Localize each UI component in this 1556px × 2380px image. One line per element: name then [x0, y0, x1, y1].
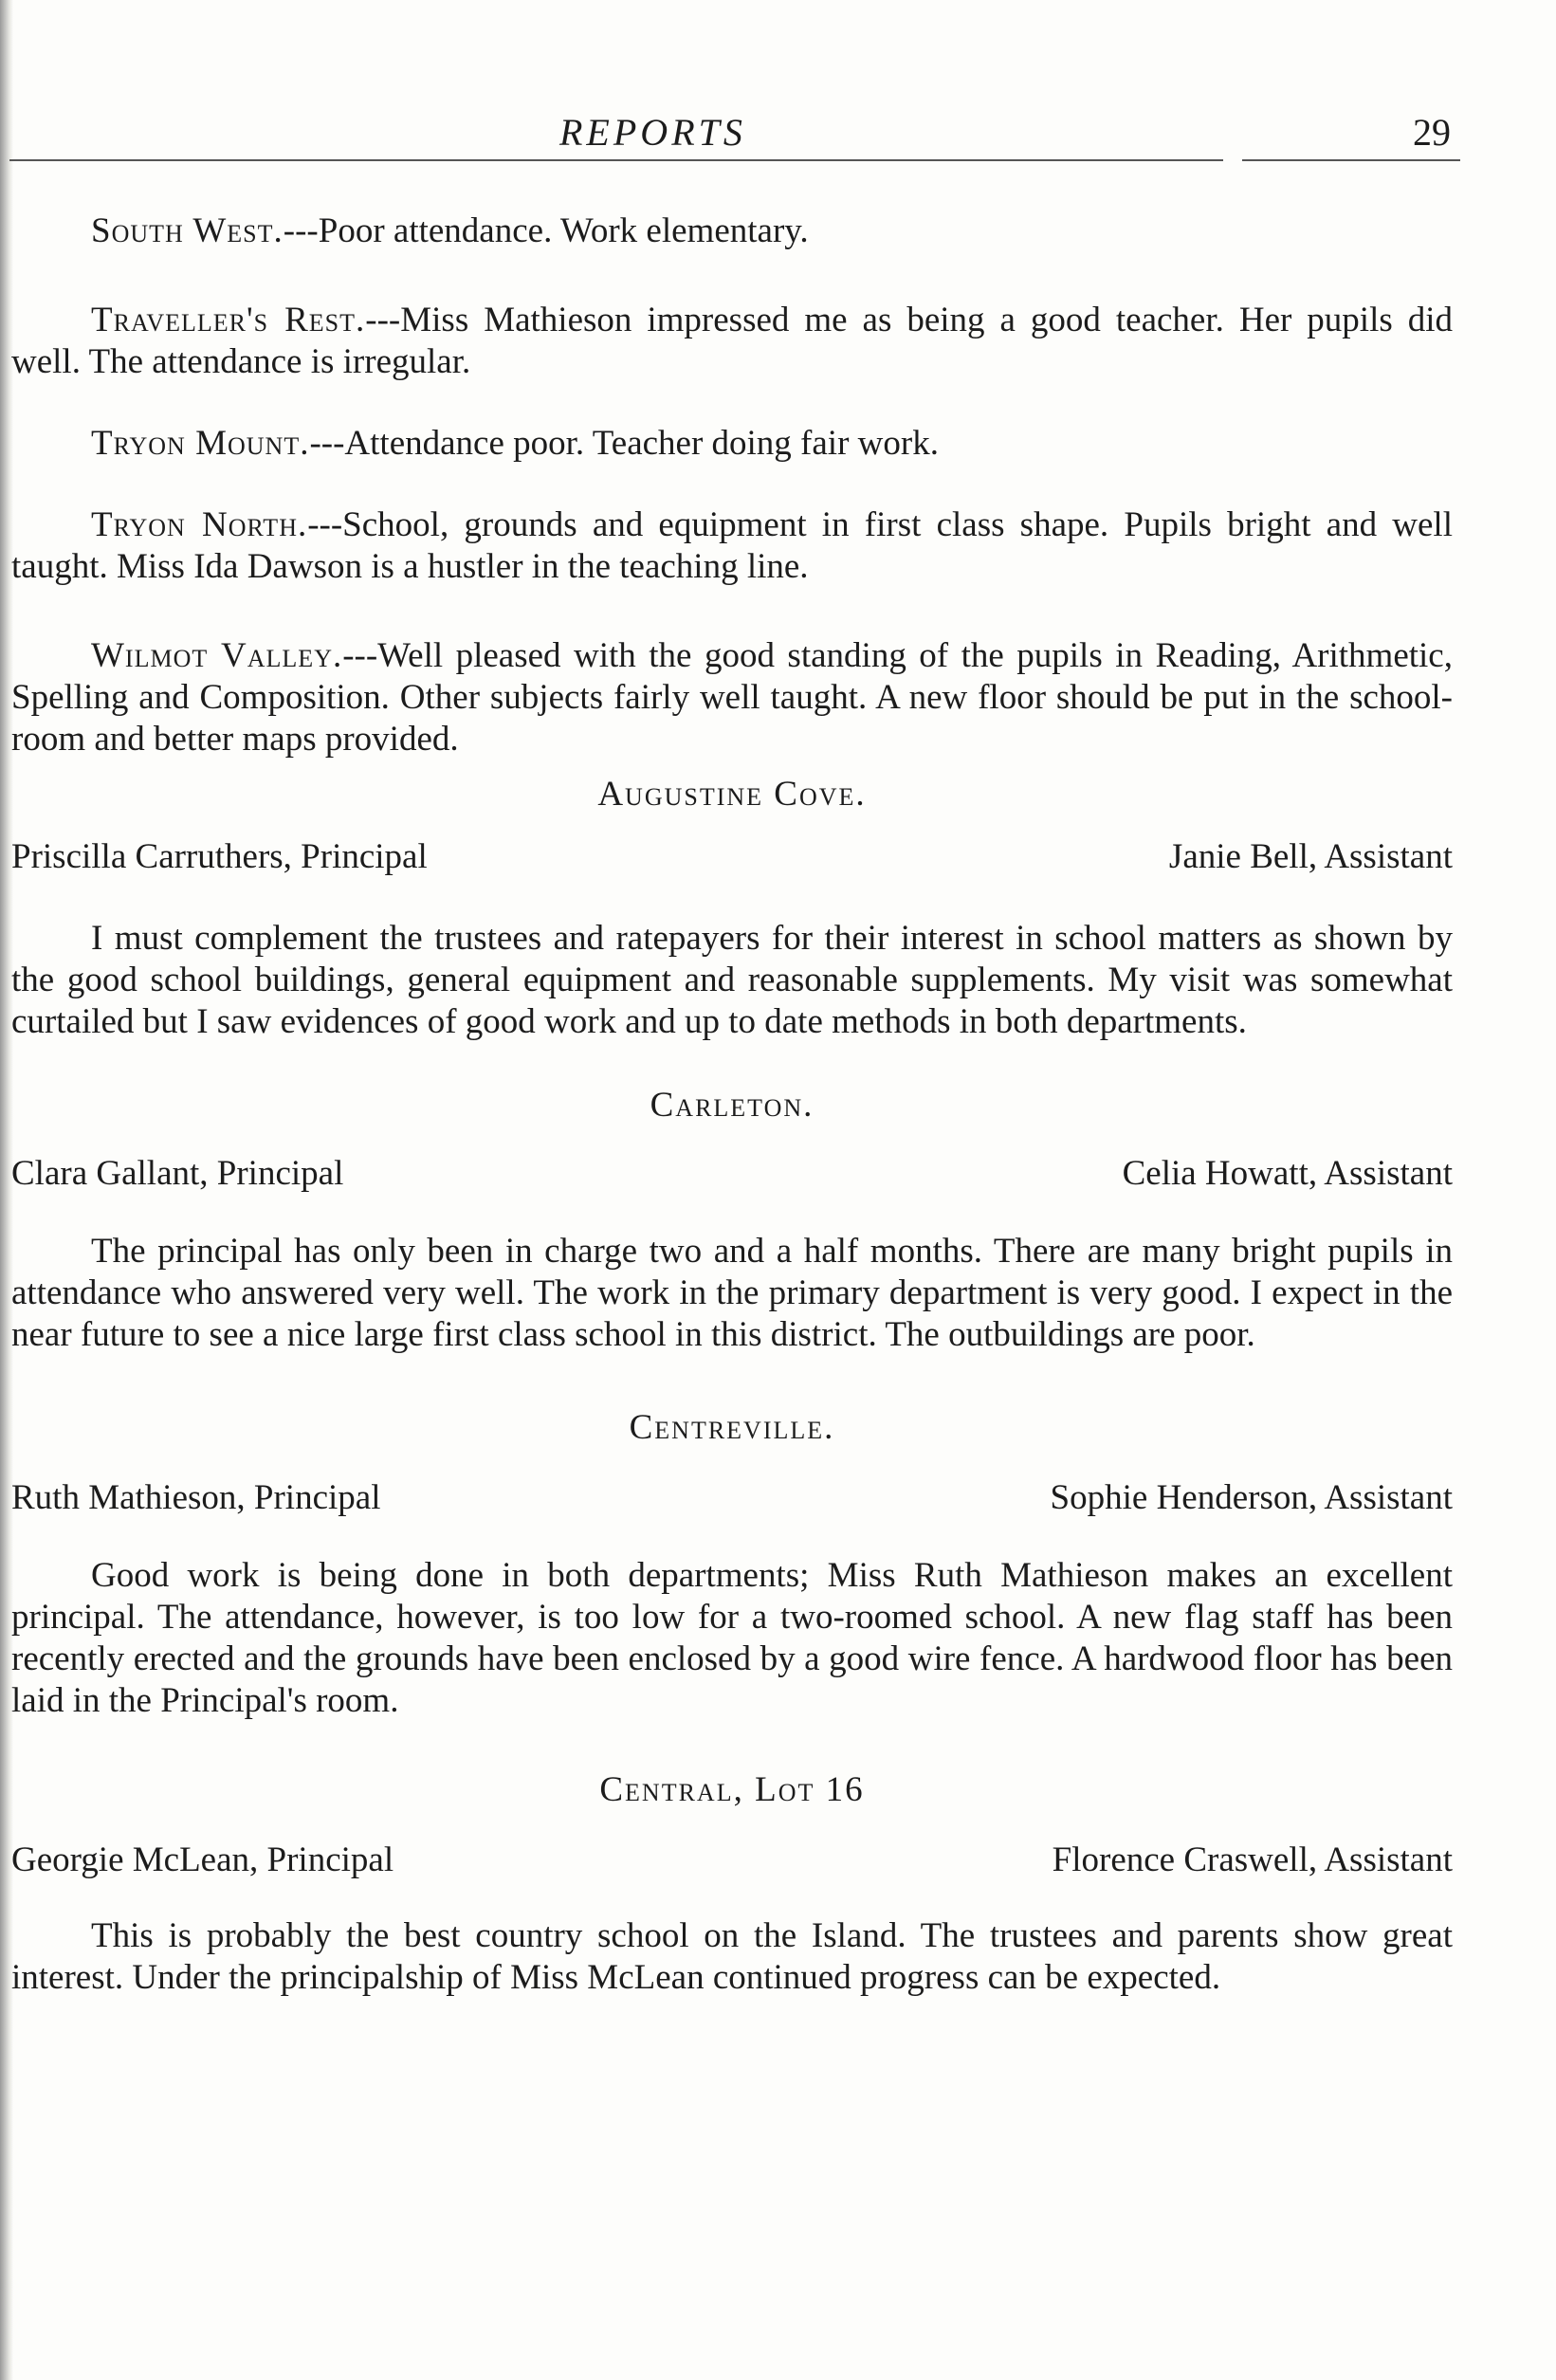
entry-tryon-north	[11, 504, 1453, 588]
assistant-name: Sophie Henderson, Assistant	[1050, 1478, 1453, 1517]
principal-name: Clara Gallant, Principal	[11, 1154, 344, 1193]
header-rule	[9, 159, 1223, 161]
entry-text: ---Attendance poor. Teacher doing fair work.	[309, 424, 939, 463]
entry-name: Tryon North.	[91, 505, 308, 544]
principal-name: Priscilla Carruthers, Principal	[11, 837, 428, 876]
running-header	[9, 110, 1451, 167]
school-report: The principal has only been in charge two and a half months. There are many bright pupils in attendance who answered very well. The work in the primary department is very good. I expect in the near future to see a nice large first class school in this district. The outbuildings are poor.	[11, 1232, 1453, 1354]
entry-name: Wilmot Valley.	[91, 636, 343, 675]
school-heading-centreville: Centreville.	[629, 1408, 835, 1447]
principal-name: Ruth Mathieson, Principal	[11, 1478, 381, 1517]
entry-name: South West.	[91, 211, 284, 250]
school-heading-carleton: Carleton.	[650, 1086, 815, 1125]
entry-south-west	[11, 211, 1453, 252]
assistant-name: Celia Howatt, Assistant	[1122, 1154, 1453, 1193]
school-report: Good work is being done in both departments; Miss Ruth Mathieson makes an excellent principal. The attendance, however, is too low for a two-roomed school. A new flag staff has been recently erected and the grounds have been enclosed by a good wire fence. A hardwood floor has been laid in the Principal's room.	[11, 1556, 1453, 1720]
entry-text: ---School, grounds and equipment in first class shape. Pupils bright and well taught. Miss Ida Dawson is a hustler in the teaching line.	[11, 505, 1453, 586]
school-heading-augustine-cove: Augustine Cove.	[597, 775, 867, 814]
assistant-name: Florence Craswell, Assistant	[1052, 1840, 1453, 1879]
entry-text: ---Miss Mathieson impressed me as being a good teacher. Her pupils did well. The attendance is irregular.	[11, 301, 1454, 381]
staff-line	[11, 1840, 1453, 1881]
staff-line	[11, 1477, 1453, 1519]
entry-wilmot-valley	[11, 635, 1453, 760]
staff-line	[11, 836, 1453, 878]
entry-name: Traveller's Rest.	[91, 301, 366, 339]
entry-tryon-mount	[11, 423, 1453, 465]
assistant-name: Janie Bell, Assistant	[1168, 837, 1453, 876]
header-rule-right	[1242, 159, 1460, 161]
entry-text: ---Poor attendance. Work elementary.	[283, 211, 809, 250]
page-number: 29	[1413, 111, 1451, 154]
school-report: I must complement the trustees and ratepayers for their interest in school matters as shown by the good school buildings, general equipment and reasonable supplements. My visit was somewhat curtailed but I saw evidences of good work and up to date methods in both departments.	[11, 919, 1453, 1041]
page-body	[11, 211, 1453, 1999]
school-heading-central-lot-16: Central, Lot 16	[599, 1770, 865, 1809]
entry-text: ---Well pleased with the good standing of the pupils in Reading, Arithmetic, Spelling and Composition. Other subjects fairly well taught. A new floor should be put in the school-room and better maps provided.	[11, 636, 1453, 759]
entry-name: Tryon Mount.	[91, 424, 310, 463]
principal-name: Georgie McLean, Principal	[11, 1840, 394, 1879]
staff-line	[11, 1153, 1453, 1195]
entry-travellers-rest	[11, 300, 1453, 383]
school-report: This is probably the best country school on the Island. The trustees and parents show great interest. Under the principalship of Miss McLean continued progress can be expected.	[11, 1916, 1453, 1997]
running-title: REPORTS	[559, 111, 746, 154]
